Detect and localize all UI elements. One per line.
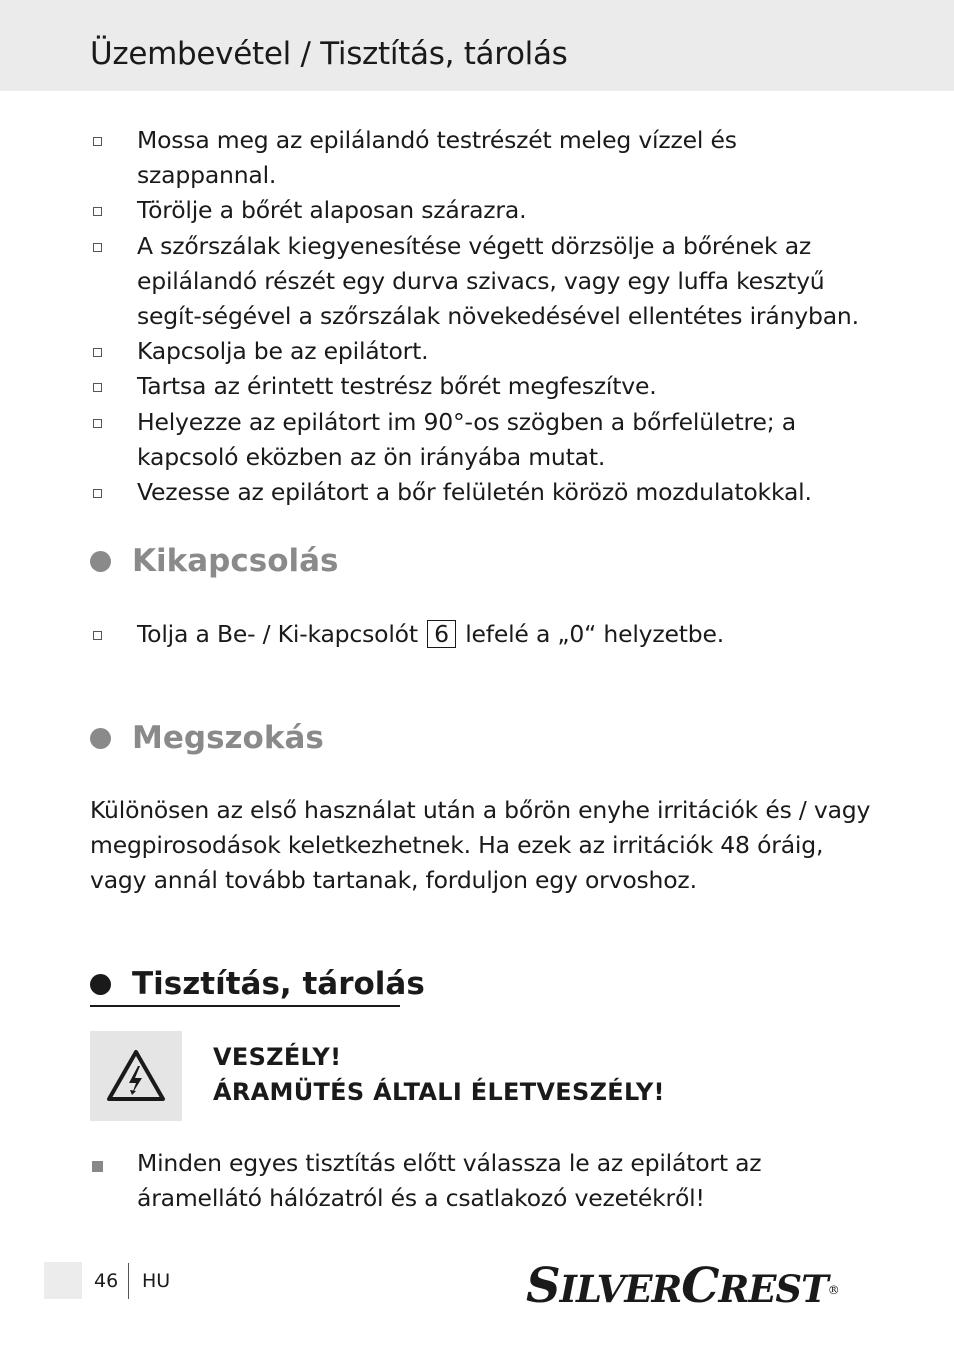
warning-line-2: ÁRAMÜTÉS ÁLTALI ÉLETVESZÉLY!	[213, 1078, 665, 1106]
footer-divider	[128, 1263, 129, 1299]
checkbox-bullet-icon	[93, 137, 102, 146]
checkbox-bullet-icon	[93, 348, 102, 357]
language-code: HU	[142, 1270, 171, 1292]
step-text-after: lefelé a „0“ helyzetbe.	[465, 620, 725, 648]
list-item	[90, 369, 880, 404]
brand-logo: SILVERCREST®	[526, 1258, 839, 1314]
warning-icon-box	[90, 1031, 182, 1121]
page-number: 46	[94, 1270, 119, 1292]
step-text: Kapcsolja be az epilátort.	[137, 337, 429, 366]
usage-steps-list	[90, 123, 880, 510]
step-text: Vezesse az epilátort a bőr felületén körözö mozdulatokkal.	[137, 478, 812, 507]
megszokas-paragraph: Különösen az első használat után a bőrön enyhe irritációk és / vagy megpirosodások keletkezhetnek. Ha ezek az irritációk 48 óráig, vagy annál tovább tartanak, forduljon egy orvoshoz.	[90, 796, 871, 895]
bullet-dot-icon	[90, 551, 111, 572]
step-text-before: Tolja a Be- / Ki-kapcsolót	[137, 620, 418, 648]
bullet-dot-icon	[90, 974, 111, 995]
section-heading-kikapcsolas: Kikapcsolás	[90, 543, 339, 579]
bullet-dot-icon	[90, 728, 111, 749]
checkbox-bullet-icon	[93, 489, 102, 498]
footer-gray-box	[44, 1262, 82, 1299]
checkbox-bullet-icon	[93, 383, 102, 392]
kikapcsolas-steps-list	[90, 617, 880, 652]
page-title: Üzembevétel / Tisztítás, tárolás	[90, 36, 568, 72]
checkbox-bullet-icon	[93, 419, 102, 428]
square-bullet-icon	[92, 1161, 103, 1172]
checkbox-bullet-icon	[93, 631, 102, 640]
part-reference-badge: 6	[427, 620, 456, 648]
list-item	[90, 1146, 880, 1216]
section-heading-megszokas: Megszokás	[90, 720, 324, 756]
list-item	[90, 617, 880, 652]
checkbox-bullet-icon	[93, 243, 102, 252]
list-item	[90, 193, 880, 228]
step-text: Tartsa az érintett testrész bőrét megfeszítve.	[137, 372, 657, 401]
warning-line-1: VESZÉLY!	[213, 1043, 342, 1071]
checkbox-bullet-icon	[93, 207, 102, 216]
list-item	[90, 405, 880, 475]
list-item	[90, 475, 880, 510]
step-text: Helyezze az epilátort im 90°-os szögben a bőrfelületre; a kapcsoló eközben az ön irányába mutat.	[137, 407, 796, 471]
list-item	[90, 334, 880, 369]
step-text: A szőrszálak kiegyenesítése végett dörzsölje a bőrének az epilálandó részét egy durva szivacs, vagy egy luffa kesztyű segít-ségével a szőrszálak növekedésével ellentétes irányban.	[137, 231, 859, 331]
electric-hazard-icon	[105, 1048, 167, 1104]
trademark-symbol: ®	[827, 1283, 839, 1297]
warning-text	[213, 1040, 665, 1110]
tisztitas-steps-list	[90, 1146, 880, 1216]
step-text: Mossa meg az epilálandó testrészét meleg vízzel és szappannal.	[137, 126, 737, 190]
section-heading-tisztitas: Tisztítás, tárolás	[90, 966, 425, 1002]
list-item	[90, 123, 880, 193]
step-text: Törölje a bőrét alaposan szárazra.	[137, 196, 527, 225]
heading-underline	[90, 1005, 400, 1007]
list-item	[90, 229, 880, 335]
step-text: Minden egyes tisztítás előtt válassza le az epilátort az áramellátó hálózatról és a csatlakozó vezetékről!	[137, 1149, 762, 1213]
